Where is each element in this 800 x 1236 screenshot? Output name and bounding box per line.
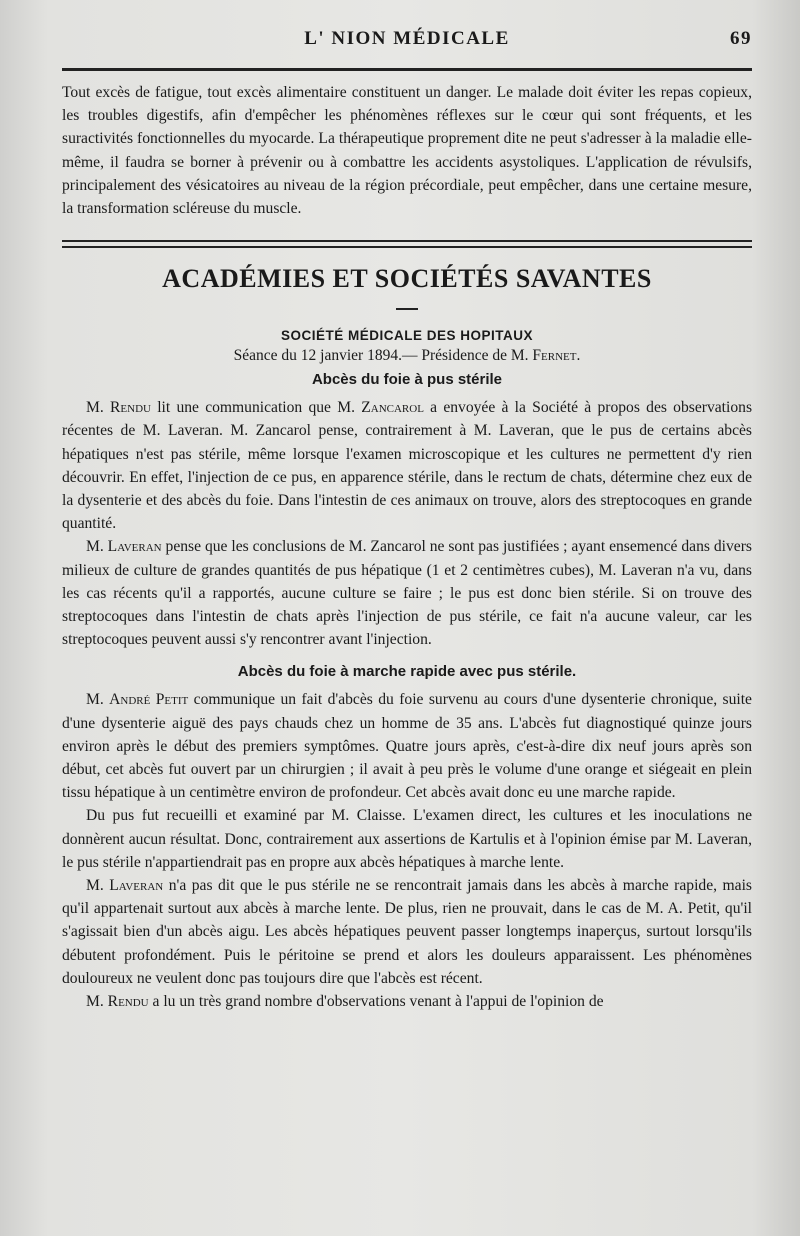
article1-paragraph-1: M. Rendu lit une communication que M. Zancarol a envoyée à la Société à propos des observations récentes de M. Laveran. M. Zancarol pense, contrairement à M. Laveran, que le pus de certains abcès hépatiques n'est pas stérile, même lorsque l'examen microscopique et les cultures ne permettent d'y rien découvrir. En effet, l'injection de ce pus, en apparence stérile, dans le rectum de chats, détermine chez eux de la dysenterie et des abcès du foie. Dans l'intestin de ces animaux on trouve, alors des streptocoques en grande quantité. — [62, 399, 753, 533]
article1-heading: Abcès du foie à pus stérile — [311, 371, 503, 389]
speaker-name: Rendu — [107, 993, 149, 1011]
title-dash — [396, 308, 418, 310]
session-prefix: Séance du 12 janvier 1894.— Présidence de M. — [233, 347, 533, 365]
session-suffix: . — [576, 347, 581, 365]
speaker-name: Laveran — [109, 877, 164, 895]
president-name: Fernet — [532, 347, 577, 365]
speaker-name: André Petit — [109, 691, 189, 709]
running-header — [62, 28, 752, 62]
article2-paragraph-2: Du pus fut recueilli et examiné par M. Claisse. L'examen direct, les cultures et les inoculations ne donnèrent aucun résultat. Donc, contrairement aux assertions de Kartulis et à l'opinion émise par M. Laveran, le pus stérile n'appartiendrait pas en propre aux abcès hépatiques à marche lente. — [62, 807, 752, 871]
speaker-name: Rendu — [110, 399, 151, 417]
society-name: SOCIÉTÉ MÉDICALE DES HOPITAUX — [280, 328, 534, 344]
article2-paragraph-4: M. Rendu a lu un très grand nombre d'observations venant à l'appui de l'opinion de — [86, 993, 604, 1011]
journal-title: L' NION MÉDICALE — [304, 28, 510, 49]
speaker-name: Zancarol — [361, 399, 424, 417]
speaker-name: Laveran — [107, 538, 162, 556]
intro-paragraph: Tout excès de fatigue, tout excès alimentaire constituent un danger. Le malade doit éviter les repas copieux, les troubles digestifs, afin d'empêcher les phénomènes réflexes sur le cœur qui sont fréquents, et les suractivités fonctionnelles du myocarde. La thérapeutique proprement dite ne peut s'adresser à la maladie elle-même, il faudra se borner à prévenir ou à combattre les accidents asystoliques. L'application de révulsifs, principalement des vésicatoires au niveau de la région précordiale, peut empêcher, dans une certaine mesure, la transformation scléreuse du muscle. — [62, 84, 752, 218]
section-divider — [62, 240, 752, 248]
article2-heading: Abcès du foie à marche rapide avec pus stérile. — [237, 663, 577, 681]
header-rule — [62, 68, 752, 71]
article2-paragraph-3: M. Laveran n'a pas dit que le pus stérile ne se rencontrait jamais dans les abcès à marche rapide, mais qu'il appartenait surtout aux abcès à marche lente. De plus, rien ne prouvait, dans le cas de M. A. Petit, qu'il s'agissait bien d'un abcès aigu. Les abcès hépatiques peuvent passer longtemps inaperçus, surtout lorsqu'ils débutent profondément. Puis le péritoine se prend et alors les douleurs apparaissent. Les phénomènes douloureux ne veulent donc pas toujours dire que l'abcès est récent. — [62, 877, 752, 987]
section-title: ACADÉMIES ET SOCIÉTÉS SAVANTES — [162, 264, 652, 294]
article1-paragraph-2: M. Laveran pense que les conclusions de M. Zancarol ne sont pas justifiées ; ayant ensemencé dans divers milieux de culture de grandes quantités de pus hépatique (1 et 2 centimètres cubes), M. Laveran n'a vu, dans les cas récents qu'il a rapportés, aucune culture se faire ; le pus est donc bien stérile. Si on trouve des streptocoques dans l'intestin de chats après l'injection de pus stérile, ce fait n'a aucune valeur, car les streptocoques peuvent aussi s'y rencontrer avant l'injection. — [62, 538, 752, 649]
page-number: 69 — [730, 28, 752, 49]
article2-paragraph-1: M. André Petit communique un fait d'abcès du foie survenu au cours d'une dysenterie chronique, suite d'une dysenterie aiguë des pays chauds chez un homme de 35 ans. L'abcès fut diagnostiqué quinze jours environ après le début des premiers symptômes. Quatre jours après, c'est-à-dire dix neuf jours après son début, cet abcès fut ouvert par un chirurgien ; il avait à peu près le volume d'une orange et siégeait en plein tissu hépatique à un centimètre environ de profondeur. Cet abcès avait donc eu une marche rapide. — [62, 691, 752, 802]
session-line — [62, 347, 752, 365]
